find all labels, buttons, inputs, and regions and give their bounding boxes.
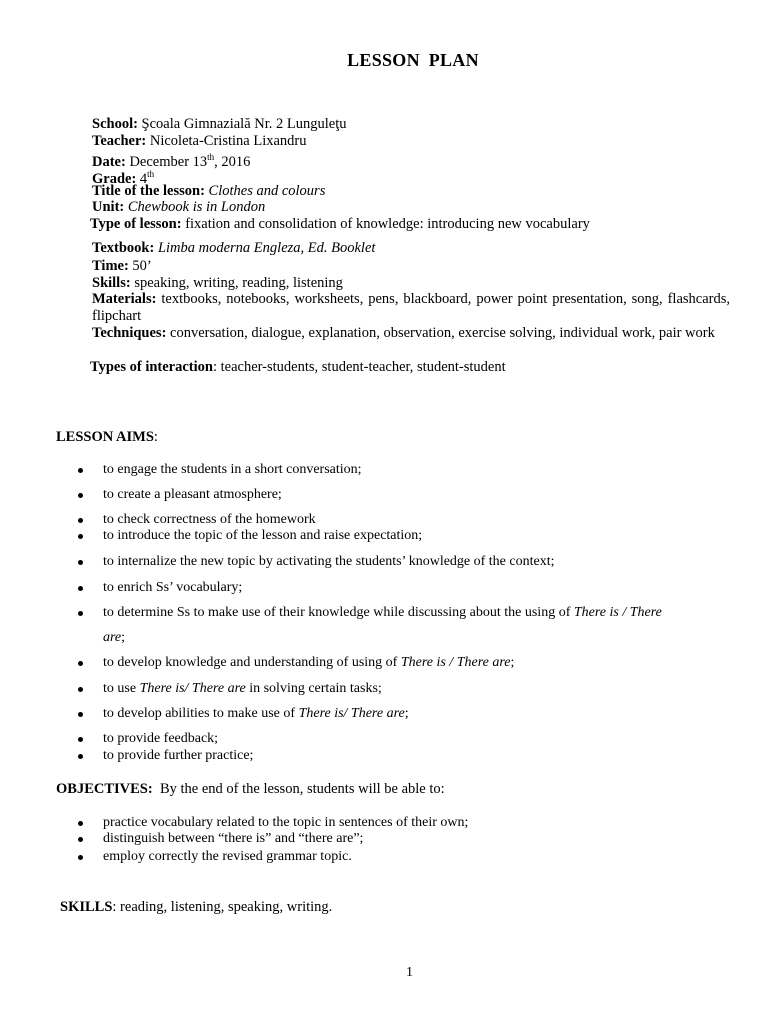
date-suffix: th [207, 152, 215, 162]
lesson-aims-heading-text: LESSON AIMS [56, 429, 154, 445]
textbook-value: Limba moderna Engleza, Ed. Booklet [157, 240, 376, 256]
aim-text-part: to use [103, 681, 140, 696]
bullet-icon [78, 837, 83, 842]
objectives-heading-line [56, 781, 445, 798]
aim-text [103, 706, 409, 722]
aim-text [103, 630, 125, 646]
school-label: School: [92, 116, 138, 132]
aim-text [103, 655, 514, 671]
bullet-icon [78, 821, 83, 826]
bullet-icon [78, 468, 83, 473]
aim-text-part: to determine Ss to make use of their knowledge while discussing about the using of [103, 605, 574, 620]
skills-line [92, 275, 343, 292]
bullet-icon [78, 518, 83, 523]
lesson-aims-heading [56, 429, 158, 446]
lesson-title-line [92, 183, 325, 200]
school-line [92, 116, 347, 133]
techniques-value: conversation, dialogue, explanation, observation, exercise solving, individual work, pair work [170, 325, 715, 341]
aim-text-part: ; [510, 655, 515, 670]
unit-line [92, 199, 265, 216]
grade-number: 4 [139, 170, 148, 187]
bullet-icon [78, 560, 83, 565]
bullet-icon [78, 687, 83, 692]
page-number: 1 [406, 965, 413, 980]
objective-text: practice vocabulary related to the topic in sentences of their own; [103, 815, 469, 830]
aim-text: to enrich Ss’ vocabulary; [103, 580, 243, 595]
time-label: Time: [92, 258, 129, 274]
objectives-intro: By the end of the lesson, students will be able to: [159, 781, 445, 797]
teacher-line [92, 133, 307, 150]
bullet-icon [78, 661, 83, 666]
aim-text: to introduce the topic of the lesson and raise expectation; [103, 528, 423, 543]
aim-text-italic: There is/ There are [139, 681, 246, 696]
textbook-label: Textbook: [92, 240, 155, 256]
aim-text: to check correctness of the homework [103, 512, 316, 527]
time-line [92, 258, 152, 275]
unit-value: Chewbook is in London [127, 199, 266, 215]
aim-text-italic: There is / There are [400, 655, 511, 670]
textbook-line [92, 240, 375, 257]
materials-label: Materials: [92, 291, 157, 307]
techniques-label: Techniques: [92, 325, 167, 341]
aim-text: to engage the students in a short conversation; [103, 462, 362, 477]
bullet-icon [78, 493, 83, 498]
lesson-type-line [90, 216, 590, 233]
aim-text [103, 605, 662, 621]
aim-text: to provide further practice; [103, 748, 254, 763]
aim-text-italic: There is / There [573, 605, 662, 620]
aim-text [103, 681, 382, 697]
skills-section-value: : reading, listening, speaking, writing. [112, 899, 333, 915]
skills-value: speaking, writing, reading, listening [134, 275, 343, 291]
time-value: 50’ [132, 258, 152, 274]
skills-label: Skills: [92, 275, 131, 291]
objective-text: distinguish between “there is” and “there are”; [103, 831, 364, 846]
bullet-icon [78, 534, 83, 539]
lesson-type-label: Type of lesson: [90, 216, 182, 232]
objectives-heading: OBJECTIVES: [56, 781, 153, 797]
bullet-icon [78, 737, 83, 742]
aim-text-italic: There is/ There are [298, 706, 405, 721]
lesson-title-label: Title of the lesson: [92, 183, 205, 199]
date-year: , 2016 [214, 153, 251, 170]
bullet-icon [78, 855, 83, 860]
interaction-line [90, 359, 506, 376]
skills-section-heading: SKILLS [60, 899, 113, 915]
aim-text: to internalize the new topic by activating the students’ knowledge of the context; [103, 554, 555, 569]
aim-text-part: in solving certain tasks; [245, 681, 382, 696]
lesson-aims-heading-colon: : [153, 429, 158, 445]
materials-paragraph [92, 291, 730, 325]
aim-text-part: ; [121, 630, 126, 645]
bullet-icon [78, 712, 83, 717]
lesson-type-value: fixation and consolidation of knowledge: introducing new vocabulary [185, 216, 590, 232]
lesson-title-value: Clothes and colours [208, 183, 326, 199]
materials-value: textbooks, notebooks, worksheets, pens, blackboard, power point presentation, song, flashcards, flipchart [92, 291, 730, 324]
bullet-icon [78, 754, 83, 759]
aim-text-part: to develop abilities to make use of [103, 706, 299, 721]
aim-text: to create a pleasant atmosphere; [103, 487, 282, 502]
bullet-icon [78, 611, 83, 616]
grade-suffix: th [147, 169, 155, 179]
interaction-value: : teacher-students, student-teacher, student-student [212, 359, 506, 375]
teacher-label: Teacher: [92, 133, 147, 149]
aim-text: to provide feedback; [103, 731, 219, 746]
aim-text-part: to develop knowledge and understanding of using of [103, 655, 401, 670]
aim-text-italic: are [103, 630, 122, 645]
objective-text: employ correctly the revised grammar topic. [103, 849, 352, 864]
skills-section-line [60, 899, 332, 916]
techniques-paragraph [92, 325, 730, 342]
teacher-value: Nicoleta-Cristina Lixandru [149, 133, 307, 149]
date-label: Date: [92, 153, 126, 170]
bullet-icon [78, 586, 83, 591]
date-value-main: December 13 [129, 153, 208, 170]
interaction-label: Types of interaction [90, 359, 213, 375]
school-value: Şcoala Gimnazială Nr. 2 Lunguleţu [141, 116, 347, 132]
grade-label: Grade: [92, 170, 137, 187]
document-title: LESSON PLAN [347, 50, 479, 70]
unit-label: Unit: [92, 199, 125, 215]
aim-text-part: ; [404, 706, 409, 721]
